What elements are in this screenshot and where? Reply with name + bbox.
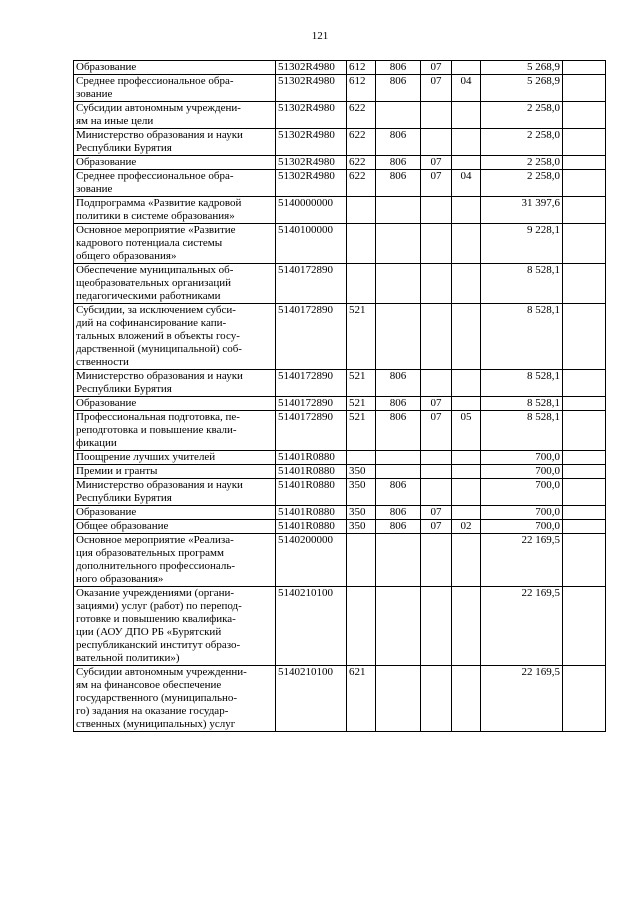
target-code-cell: 51401R0880 — [276, 479, 347, 506]
extra-cell — [563, 666, 606, 732]
row-name-cell: Министерство образования и науки Республики Бурятия — [74, 479, 276, 506]
table-row — [74, 224, 606, 264]
subsection-cell — [452, 465, 481, 479]
expense-type-cell — [347, 451, 376, 465]
row-name-cell: Оказание учреждениями (органи- зациями) услуг (работ) по перепод- готовке и повышению квалифика- ции (АОУ ДПО РБ «Бурятский республиканский институт образо- вательной политики») — [74, 587, 276, 666]
section-cell — [421, 479, 452, 506]
target-code-cell: 5140210100 — [276, 587, 347, 666]
expense-type-cell: 612 — [347, 61, 376, 75]
subsection-cell — [452, 61, 481, 75]
extra-cell — [563, 397, 606, 411]
table-row — [74, 75, 606, 102]
section-cell: 07 — [421, 411, 452, 451]
table-row — [74, 397, 606, 411]
ministry-code-cell: 806 — [376, 411, 421, 451]
target-code-cell: 51302R4980 — [276, 75, 347, 102]
ministry-code-cell — [376, 534, 421, 587]
row-name-cell: Министерство образования и науки Республики Бурятия — [74, 370, 276, 397]
ministry-code-cell: 806 — [376, 156, 421, 170]
target-code-cell: 51302R4980 — [276, 61, 347, 75]
target-code-cell: 51401R0880 — [276, 451, 347, 465]
ministry-code-cell: 806 — [376, 170, 421, 197]
extra-cell — [563, 264, 606, 304]
page-number: 121 — [311, 30, 329, 42]
table-row — [74, 264, 606, 304]
table-row — [74, 534, 606, 587]
expense-type-cell: 350 — [347, 506, 376, 520]
section-cell — [421, 224, 452, 264]
row-name-cell: Субсидии, за исключением субси- дий на софинансирование капи- тальных вложений в объекты госу- дарственной (муниципальной) соб- ственности — [74, 304, 276, 370]
subsection-cell — [452, 370, 481, 397]
amount-cell: 2 258,0 — [481, 102, 563, 129]
table-row — [74, 506, 606, 520]
target-code-cell: 5140172890 — [276, 304, 347, 370]
extra-cell — [563, 75, 606, 102]
extra-cell — [563, 465, 606, 479]
target-code-cell: 5140210100 — [276, 666, 347, 732]
section-cell: 07 — [421, 506, 452, 520]
target-code-cell: 5140172890 — [276, 264, 347, 304]
table-row — [74, 156, 606, 170]
ministry-code-cell: 806 — [376, 397, 421, 411]
section-cell — [421, 465, 452, 479]
ministry-code-cell — [376, 587, 421, 666]
subsection-cell — [452, 666, 481, 732]
extra-cell — [563, 479, 606, 506]
expense-type-cell — [347, 534, 376, 587]
extra-cell — [563, 156, 606, 170]
row-name-cell: Подпрограмма «Развитие кадровой политики в системе образования» — [74, 197, 276, 224]
amount-cell: 2 258,0 — [481, 129, 563, 156]
subsection-cell — [452, 479, 481, 506]
subsection-cell — [452, 102, 481, 129]
section-cell — [421, 370, 452, 397]
row-name-cell: Субсидии автономным учреждени- ям на иные цели — [74, 102, 276, 129]
section-cell — [421, 129, 452, 156]
amount-cell: 22 169,5 — [481, 587, 563, 666]
amount-cell: 700,0 — [481, 465, 563, 479]
target-code-cell: 5140172890 — [276, 411, 347, 451]
ministry-code-cell — [376, 666, 421, 732]
target-code-cell: 51302R4980 — [276, 129, 347, 156]
ministry-code-cell: 806 — [376, 129, 421, 156]
section-cell: 07 — [421, 156, 452, 170]
expense-type-cell: 521 — [347, 370, 376, 397]
amount-cell: 700,0 — [481, 451, 563, 465]
ministry-code-cell — [376, 264, 421, 304]
amount-cell: 5 268,9 — [481, 75, 563, 102]
expense-type-cell: 350 — [347, 465, 376, 479]
section-cell — [421, 587, 452, 666]
row-name-cell: Профессиональная подготовка, пе- реподготовка и повышение квали- фикации — [74, 411, 276, 451]
ministry-code-cell — [376, 102, 421, 129]
row-name-cell: Образование — [74, 61, 276, 75]
extra-cell — [563, 534, 606, 587]
row-name-cell: Образование — [74, 156, 276, 170]
extra-cell — [563, 170, 606, 197]
ministry-code-cell — [376, 451, 421, 465]
amount-cell: 8 528,1 — [481, 304, 563, 370]
extra-cell — [563, 506, 606, 520]
extra-cell — [563, 587, 606, 666]
section-cell: 07 — [421, 61, 452, 75]
subsection-cell: 04 — [452, 75, 481, 102]
expense-type-cell: 521 — [347, 411, 376, 451]
table-row — [74, 520, 606, 534]
target-code-cell: 51401R0880 — [276, 465, 347, 479]
ministry-code-cell — [376, 224, 421, 264]
row-name-cell: Образование — [74, 506, 276, 520]
table-row — [74, 479, 606, 506]
extra-cell — [563, 520, 606, 534]
ministry-code-cell: 806 — [376, 506, 421, 520]
expense-type-cell: 622 — [347, 129, 376, 156]
extra-cell — [563, 129, 606, 156]
expense-type-cell — [347, 197, 376, 224]
table-row — [74, 370, 606, 397]
section-cell — [421, 534, 452, 587]
amount-cell: 8 528,1 — [481, 264, 563, 304]
table-row — [74, 465, 606, 479]
section-cell — [421, 666, 452, 732]
subsection-cell — [452, 224, 481, 264]
ministry-code-cell — [376, 304, 421, 370]
amount-cell: 31 397,6 — [481, 197, 563, 224]
table-row — [74, 197, 606, 224]
expense-type-cell: 621 — [347, 666, 376, 732]
amount-cell: 700,0 — [481, 520, 563, 534]
section-cell — [421, 264, 452, 304]
target-code-cell: 5140200000 — [276, 534, 347, 587]
extra-cell — [563, 224, 606, 264]
target-code-cell: 5140000000 — [276, 197, 347, 224]
table-row — [74, 587, 606, 666]
subsection-cell — [452, 451, 481, 465]
amount-cell: 9 228,1 — [481, 224, 563, 264]
subsection-cell: 02 — [452, 520, 481, 534]
table-row — [74, 61, 606, 75]
section-cell: 07 — [421, 170, 452, 197]
extra-cell — [563, 411, 606, 451]
section-cell — [421, 102, 452, 129]
subsection-cell: 04 — [452, 170, 481, 197]
ministry-code-cell: 806 — [376, 520, 421, 534]
amount-cell: 22 169,5 — [481, 666, 563, 732]
extra-cell — [563, 304, 606, 370]
ministry-code-cell: 806 — [376, 479, 421, 506]
budget-table-body — [74, 61, 606, 732]
ministry-code-cell — [376, 197, 421, 224]
row-name-cell: Среднее профессиональное обра- зование — [74, 75, 276, 102]
ministry-code-cell: 806 — [376, 61, 421, 75]
target-code-cell: 5140172890 — [276, 397, 347, 411]
ministry-code-cell: 806 — [376, 75, 421, 102]
target-code-cell: 51302R4980 — [276, 170, 347, 197]
row-name-cell: Поощрение лучших учителей — [74, 451, 276, 465]
amount-cell: 8 528,1 — [481, 411, 563, 451]
extra-cell — [563, 197, 606, 224]
row-name-cell: Образование — [74, 397, 276, 411]
subsection-cell — [452, 397, 481, 411]
ministry-code-cell: 806 — [376, 370, 421, 397]
table-row — [74, 666, 606, 732]
table-row — [74, 129, 606, 156]
subsection-cell — [452, 587, 481, 666]
section-cell — [421, 451, 452, 465]
section-cell — [421, 304, 452, 370]
row-name-cell: Основное мероприятие «Развитие кадрового потенциала системы общего образования» — [74, 224, 276, 264]
table-row — [74, 102, 606, 129]
row-name-cell: Министерство образования и науки Республики Бурятия — [74, 129, 276, 156]
row-name-cell: Премии и гранты — [74, 465, 276, 479]
target-code-cell: 5140100000 — [276, 224, 347, 264]
extra-cell — [563, 61, 606, 75]
row-name-cell: Среднее профессиональное обра- зование — [74, 170, 276, 197]
row-name-cell: Субсидии автономным учрежденни- ям на финансовое обеспечение государственного (муниципально- го) задания на оказание государ- ственных (муниципальных) услуг — [74, 666, 276, 732]
subsection-cell — [452, 534, 481, 587]
table-row — [74, 451, 606, 465]
budget-table — [73, 60, 606, 732]
expense-type-cell: 612 — [347, 75, 376, 102]
section-cell: 07 — [421, 75, 452, 102]
subsection-cell — [452, 506, 481, 520]
expense-type-cell: 622 — [347, 102, 376, 129]
expense-type-cell — [347, 264, 376, 304]
expense-type-cell: 350 — [347, 479, 376, 506]
subsection-cell: 05 — [452, 411, 481, 451]
target-code-cell: 51401R0880 — [276, 506, 347, 520]
amount-cell: 2 258,0 — [481, 156, 563, 170]
subsection-cell — [452, 129, 481, 156]
section-cell — [421, 197, 452, 224]
expense-type-cell: 622 — [347, 156, 376, 170]
row-name-cell: Обеспечение муниципальных об- щеобразовательных организаций педагогическими работниками — [74, 264, 276, 304]
section-cell: 07 — [421, 397, 452, 411]
table-row — [74, 411, 606, 451]
expense-type-cell: 350 — [347, 520, 376, 534]
amount-cell: 22 169,5 — [481, 534, 563, 587]
amount-cell: 700,0 — [481, 479, 563, 506]
ministry-code-cell — [376, 465, 421, 479]
subsection-cell — [452, 156, 481, 170]
expense-type-cell — [347, 587, 376, 666]
expense-type-cell — [347, 224, 376, 264]
amount-cell: 5 268,9 — [481, 61, 563, 75]
amount-cell: 700,0 — [481, 506, 563, 520]
section-cell: 07 — [421, 520, 452, 534]
expense-type-cell: 622 — [347, 170, 376, 197]
expense-type-cell: 521 — [347, 304, 376, 370]
subsection-cell — [452, 304, 481, 370]
extra-cell — [563, 102, 606, 129]
target-code-cell: 51302R4980 — [276, 102, 347, 129]
subsection-cell — [452, 197, 481, 224]
subsection-cell — [452, 264, 481, 304]
extra-cell — [563, 370, 606, 397]
row-name-cell: Основное мероприятие «Реализа- ция образовательных программ дополнительного профессиональ- ного образования» — [74, 534, 276, 587]
target-code-cell: 51401R0880 — [276, 520, 347, 534]
table-row — [74, 170, 606, 197]
amount-cell: 8 528,1 — [481, 370, 563, 397]
extra-cell — [563, 451, 606, 465]
amount-cell: 2 258,0 — [481, 170, 563, 197]
amount-cell: 8 528,1 — [481, 397, 563, 411]
target-code-cell: 5140172890 — [276, 370, 347, 397]
expense-type-cell: 521 — [347, 397, 376, 411]
target-code-cell: 51302R4980 — [276, 156, 347, 170]
row-name-cell: Общее образование — [74, 520, 276, 534]
table-row — [74, 304, 606, 370]
